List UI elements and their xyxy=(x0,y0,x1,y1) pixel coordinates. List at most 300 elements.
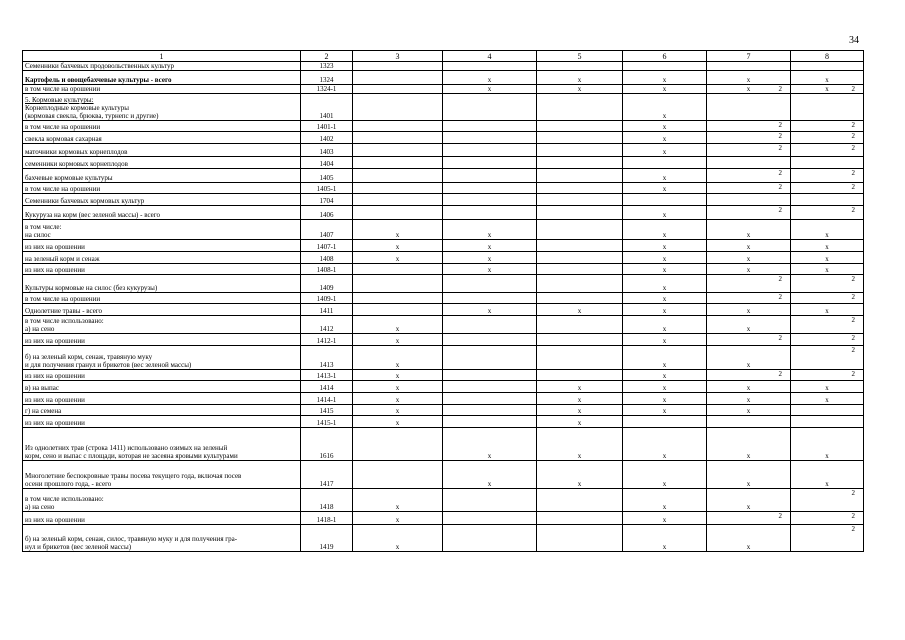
table-row xyxy=(23,293,864,304)
row-code: 1413 xyxy=(301,346,353,370)
cell-superscript: 2 xyxy=(851,346,855,354)
data-cell xyxy=(353,416,443,428)
col-header: 8 xyxy=(791,51,864,62)
cell-superscript: 2 xyxy=(851,489,855,497)
data-cell xyxy=(707,461,791,489)
cell-value: x xyxy=(487,480,492,488)
data-cell xyxy=(791,220,864,240)
row-code: 1323 xyxy=(301,62,353,71)
data-cell xyxy=(353,220,443,240)
data-cell xyxy=(623,428,707,461)
data-cell xyxy=(353,346,443,370)
data-cell xyxy=(623,525,707,552)
row-code: 1401-1 xyxy=(301,121,353,132)
cell-value: x xyxy=(662,384,667,392)
row-code: 1405 xyxy=(301,169,353,183)
cell-value: x xyxy=(662,361,667,369)
table-row xyxy=(23,428,864,461)
cell-value: x xyxy=(395,396,400,404)
row-label xyxy=(23,275,301,293)
cell-value: x xyxy=(662,295,667,303)
cell-value: x xyxy=(746,243,751,251)
data-cell xyxy=(707,157,791,169)
cell-value: x xyxy=(662,76,667,84)
cell-value: x xyxy=(577,452,582,460)
data-cell xyxy=(353,71,443,85)
row-label-line: в том числе: xyxy=(25,223,62,231)
data-cell xyxy=(623,240,707,252)
data-cell xyxy=(443,489,537,512)
row-label xyxy=(23,293,301,304)
cell-superscript: 2 xyxy=(778,183,782,191)
data-cell xyxy=(353,489,443,512)
cell-value: x xyxy=(825,231,829,239)
cell-value: x xyxy=(662,284,667,292)
cell-superscript: 2 xyxy=(778,169,782,177)
data-cell xyxy=(791,62,864,71)
data-cell xyxy=(623,169,707,183)
data-cell xyxy=(623,334,707,346)
data-cell xyxy=(623,416,707,428)
cell-value: x xyxy=(395,325,400,333)
data-cell xyxy=(791,416,864,428)
col-header: 2 xyxy=(301,51,353,62)
data-cell xyxy=(791,144,864,157)
cell-value: x xyxy=(746,543,751,551)
data-cell xyxy=(537,316,623,334)
data-cell xyxy=(791,304,864,316)
data-cell xyxy=(623,132,707,144)
row-code: 1324 xyxy=(301,71,353,85)
cell-value: x xyxy=(487,85,492,93)
cell-value: x xyxy=(825,255,829,263)
data-cell xyxy=(537,71,623,85)
row-label-line: в том числе использовано: xyxy=(25,317,104,325)
data-cell xyxy=(707,169,791,183)
row-label xyxy=(23,194,301,206)
cell-value: x xyxy=(662,337,667,345)
cell-superscript: 2 xyxy=(851,512,855,520)
data-cell xyxy=(623,71,707,85)
cell-value: x xyxy=(746,361,751,369)
data-cell xyxy=(537,393,623,405)
data-cell xyxy=(623,275,707,293)
table-row xyxy=(23,85,864,94)
table-row xyxy=(23,220,864,240)
cell-value: x xyxy=(662,174,667,182)
data-cell xyxy=(537,85,623,94)
row-label-line: Культуры кормовые на силос (без кукурузы) xyxy=(25,284,158,292)
cell-value: x xyxy=(662,231,667,239)
row-label-line: а) на сено xyxy=(25,503,55,511)
data-cell xyxy=(353,144,443,157)
data-cell xyxy=(791,121,864,132)
data-cell xyxy=(623,252,707,264)
row-code: 1408 xyxy=(301,252,353,264)
cell-superscript: 2 xyxy=(778,512,782,520)
data-cell xyxy=(443,304,537,316)
data-cell xyxy=(353,264,443,275)
data-cell xyxy=(537,334,623,346)
cell-value: x xyxy=(825,243,829,251)
row-label xyxy=(23,94,301,121)
cell-value: x xyxy=(662,85,667,93)
data-cell xyxy=(443,461,537,489)
data-cell xyxy=(443,144,537,157)
data-cell xyxy=(707,85,791,94)
data-cell xyxy=(791,428,864,461)
cell-value: x xyxy=(662,480,667,488)
data-cell xyxy=(791,381,864,393)
row-label-line: и для получения гранул и брикетов (вес зеленой массы) xyxy=(25,361,192,369)
column-number-row xyxy=(23,51,864,62)
table-row xyxy=(23,206,864,220)
data-cell xyxy=(707,275,791,293)
cell-value: x xyxy=(825,76,829,84)
data-cell xyxy=(707,132,791,144)
data-cell xyxy=(537,94,623,121)
data-cell xyxy=(537,252,623,264)
table-row xyxy=(23,252,864,264)
cell-value: x xyxy=(825,480,829,488)
data-cell xyxy=(537,405,623,416)
row-label-line: в том числе использовано: xyxy=(25,495,104,503)
row-label-line: в том числе на орошении xyxy=(25,295,101,303)
data-cell xyxy=(443,293,537,304)
data-cell xyxy=(791,264,864,275)
table-row xyxy=(23,157,864,169)
row-label xyxy=(23,525,301,552)
row-label xyxy=(23,252,301,264)
row-label xyxy=(23,346,301,370)
data-cell xyxy=(537,264,623,275)
table-row xyxy=(23,461,864,489)
data-cell xyxy=(353,183,443,194)
col-header: 1 xyxy=(23,51,301,62)
data-cell xyxy=(537,381,623,393)
data-cell xyxy=(623,405,707,416)
cell-value: x xyxy=(746,255,751,263)
data-cell xyxy=(623,293,707,304)
cell-value: x xyxy=(577,85,582,93)
row-code: 1414-1 xyxy=(301,393,353,405)
row-code: 1616 xyxy=(301,428,353,461)
data-cell xyxy=(791,293,864,304)
data-cell xyxy=(537,525,623,552)
row-label-line: корм, сено и выпас с площади, которая не засеяна яровыми культурами xyxy=(25,452,238,460)
data-cell xyxy=(537,169,623,183)
table-row xyxy=(23,94,864,121)
data-cell xyxy=(791,85,864,94)
cell-value: x xyxy=(662,396,667,404)
row-label-line: Семенники бахчевых кормовых культур xyxy=(25,197,145,205)
data-cell xyxy=(353,334,443,346)
data-cell xyxy=(623,304,707,316)
row-label xyxy=(23,428,301,461)
cell-value: x xyxy=(395,372,400,380)
table-row xyxy=(23,512,864,525)
data-cell xyxy=(707,144,791,157)
table-row xyxy=(23,381,864,393)
cell-value: x xyxy=(825,452,829,460)
data-cell xyxy=(353,94,443,121)
cell-value: x xyxy=(487,255,492,263)
cell-superscript: 2 xyxy=(778,206,782,214)
table-row xyxy=(23,416,864,428)
cell-superscript: 2 xyxy=(778,132,782,140)
row-code: 1418 xyxy=(301,489,353,512)
cell-value: x xyxy=(395,503,400,511)
cell-value: x xyxy=(577,407,582,415)
data-cell xyxy=(443,85,537,94)
data-cell xyxy=(707,183,791,194)
data-cell xyxy=(537,121,623,132)
cell-value: x xyxy=(662,503,667,511)
row-label-line: нул и брикетов (вес зеленой массы) xyxy=(25,543,132,551)
cell-value: x xyxy=(825,307,829,315)
data-cell xyxy=(707,94,791,121)
cell-value: x xyxy=(746,325,751,333)
table-row xyxy=(23,275,864,293)
data-cell xyxy=(537,220,623,240)
cell-value: x xyxy=(395,407,400,415)
row-code: 1414 xyxy=(301,381,353,393)
data-cell xyxy=(623,220,707,240)
row-code: 1418-1 xyxy=(301,512,353,525)
cell-value: x xyxy=(487,452,492,460)
cell-value: x xyxy=(577,396,582,404)
data-cell xyxy=(353,132,443,144)
data-cell xyxy=(537,194,623,206)
table-row xyxy=(23,346,864,370)
row-label-line: в том числе на орошении xyxy=(25,123,101,131)
row-label-line: Семенники бахчевых продовольственных культур xyxy=(25,62,175,70)
cell-value: x xyxy=(395,384,400,392)
cell-value: x xyxy=(487,266,492,274)
cell-value: x xyxy=(487,307,492,315)
row-label-line: в том числе на орошении xyxy=(25,85,101,93)
data-cell xyxy=(707,334,791,346)
data-cell xyxy=(707,304,791,316)
row-code: 1409 xyxy=(301,275,353,293)
row-label-line: из них на орошении xyxy=(25,372,85,380)
cell-superscript: 2 xyxy=(851,121,855,129)
cell-value: x xyxy=(746,85,751,93)
cell-value: x xyxy=(577,480,582,488)
row-label xyxy=(23,85,301,94)
data-cell xyxy=(623,370,707,381)
row-label-line: б) на зеленый корм, сенаж, травяную муку xyxy=(25,353,153,361)
cell-value: x xyxy=(487,231,492,239)
data-cell xyxy=(707,71,791,85)
data-cell xyxy=(443,381,537,393)
data-cell xyxy=(791,489,864,512)
cell-value: x xyxy=(746,231,751,239)
row-label xyxy=(23,157,301,169)
data-cell xyxy=(443,132,537,144)
table-row xyxy=(23,316,864,334)
cell-value: x xyxy=(395,543,400,551)
row-label-line: 5. Кормовые культуры: xyxy=(25,96,94,104)
data-cell xyxy=(353,252,443,264)
data-cell xyxy=(623,206,707,220)
data-cell xyxy=(537,183,623,194)
cell-value: x xyxy=(662,255,667,263)
table-row xyxy=(23,62,864,71)
table-row xyxy=(23,370,864,381)
row-label xyxy=(23,132,301,144)
cell-superscript: 2 xyxy=(778,334,782,342)
row-label-line: из них на орошении xyxy=(25,266,85,274)
data-cell xyxy=(791,194,864,206)
cell-value: x xyxy=(662,516,667,524)
cell-superscript: 2 xyxy=(851,525,855,533)
row-label-line: свекла кормовая сахарная xyxy=(25,135,102,143)
data-cell xyxy=(623,512,707,525)
data-cell xyxy=(353,428,443,461)
row-label-line: а) на сено xyxy=(25,325,55,333)
data-cell xyxy=(353,405,443,416)
data-cell xyxy=(537,206,623,220)
cell-value: x xyxy=(662,452,667,460)
data-cell xyxy=(707,428,791,461)
row-label-line: семенники кормовых корнеплодов xyxy=(25,160,128,168)
cell-value: x xyxy=(746,452,751,460)
row-label xyxy=(23,334,301,346)
data-cell xyxy=(623,461,707,489)
data-cell xyxy=(707,346,791,370)
row-code: 1406 xyxy=(301,206,353,220)
data-cell xyxy=(353,62,443,71)
cell-superscript: 2 xyxy=(851,144,855,152)
row-code: 1402 xyxy=(301,132,353,144)
data-cell xyxy=(791,157,864,169)
data-cell xyxy=(623,194,707,206)
data-cell xyxy=(537,370,623,381)
row-label xyxy=(23,206,301,220)
data-cell xyxy=(791,71,864,85)
table-row xyxy=(23,194,864,206)
cell-value: x xyxy=(746,480,751,488)
data-cell xyxy=(707,240,791,252)
row-label xyxy=(23,461,301,489)
data-cell xyxy=(443,370,537,381)
cell-value: x xyxy=(746,307,751,315)
row-label-line: в том числе на орошении xyxy=(25,185,101,193)
data-cell xyxy=(353,512,443,525)
col-header: 7 xyxy=(707,51,791,62)
row-code: 1403 xyxy=(301,144,353,157)
row-label-line: на силос xyxy=(25,231,51,239)
data-cell xyxy=(537,275,623,293)
cell-superscript: 2 xyxy=(851,183,855,191)
row-code: 1413-1 xyxy=(301,370,353,381)
row-label xyxy=(23,381,301,393)
data-cell xyxy=(707,393,791,405)
data-cell xyxy=(443,264,537,275)
data-cell xyxy=(791,252,864,264)
data-cell xyxy=(791,94,864,121)
data-cell xyxy=(537,293,623,304)
data-cell xyxy=(443,183,537,194)
row-label-line: из них на орошении xyxy=(25,396,85,404)
data-cell xyxy=(537,132,623,144)
row-code: 1405-1 xyxy=(301,183,353,194)
data-cell xyxy=(623,346,707,370)
row-label-line: маточники кормовых корнеплодов xyxy=(25,148,128,156)
row-code: 1401 xyxy=(301,94,353,121)
col-header: 6 xyxy=(623,51,707,62)
cell-value: x xyxy=(746,396,751,404)
data-cell xyxy=(353,194,443,206)
data-cell xyxy=(791,183,864,194)
cell-superscript: 2 xyxy=(778,121,782,129)
table-row xyxy=(23,71,864,85)
cell-superscript: 2 xyxy=(778,85,782,93)
cell-superscript: 2 xyxy=(851,85,855,93)
data-cell xyxy=(443,346,537,370)
cell-value: x xyxy=(395,516,400,524)
data-cell xyxy=(707,206,791,220)
table-row xyxy=(23,525,864,552)
data-cell xyxy=(353,393,443,405)
data-cell xyxy=(791,461,864,489)
cell-superscript: 2 xyxy=(851,370,855,378)
row-label-line: Корнеплодные кормовые культуры xyxy=(25,104,129,112)
data-cell xyxy=(707,405,791,416)
row-label-line: бахчевые кормовые культуры xyxy=(25,174,113,182)
cell-value: x xyxy=(662,307,667,315)
row-label xyxy=(23,62,301,71)
data-cell xyxy=(443,393,537,405)
data-cell xyxy=(707,252,791,264)
row-label xyxy=(23,416,301,428)
data-cell xyxy=(443,512,537,525)
cell-value: x xyxy=(662,135,667,143)
data-cell xyxy=(537,62,623,71)
table-row xyxy=(23,393,864,405)
data-cell xyxy=(443,525,537,552)
row-label-line: из них на орошении xyxy=(25,419,85,427)
row-label xyxy=(23,370,301,381)
cell-value: x xyxy=(395,337,400,345)
row-label xyxy=(23,240,301,252)
cell-value: x xyxy=(577,76,582,84)
data-cell xyxy=(443,121,537,132)
data-cell xyxy=(537,461,623,489)
row-label xyxy=(23,220,301,240)
table-row xyxy=(23,169,864,183)
data-cell xyxy=(443,194,537,206)
data-cell xyxy=(443,206,537,220)
row-label-line: (кормовая свекла, брюква, турнепс и другие) xyxy=(25,112,159,120)
data-cell xyxy=(623,393,707,405)
row-code: 1407-1 xyxy=(301,240,353,252)
data-cell xyxy=(707,194,791,206)
data-cell xyxy=(443,405,537,416)
data-cell xyxy=(443,240,537,252)
table-row xyxy=(23,183,864,194)
row-code: 1704 xyxy=(301,194,353,206)
row-label xyxy=(23,489,301,512)
data-cell xyxy=(707,62,791,71)
cell-value: x xyxy=(746,384,751,392)
data-cell xyxy=(443,334,537,346)
cell-value: x xyxy=(662,325,667,333)
data-cell xyxy=(443,71,537,85)
data-cell xyxy=(623,489,707,512)
data-cell xyxy=(353,169,443,183)
